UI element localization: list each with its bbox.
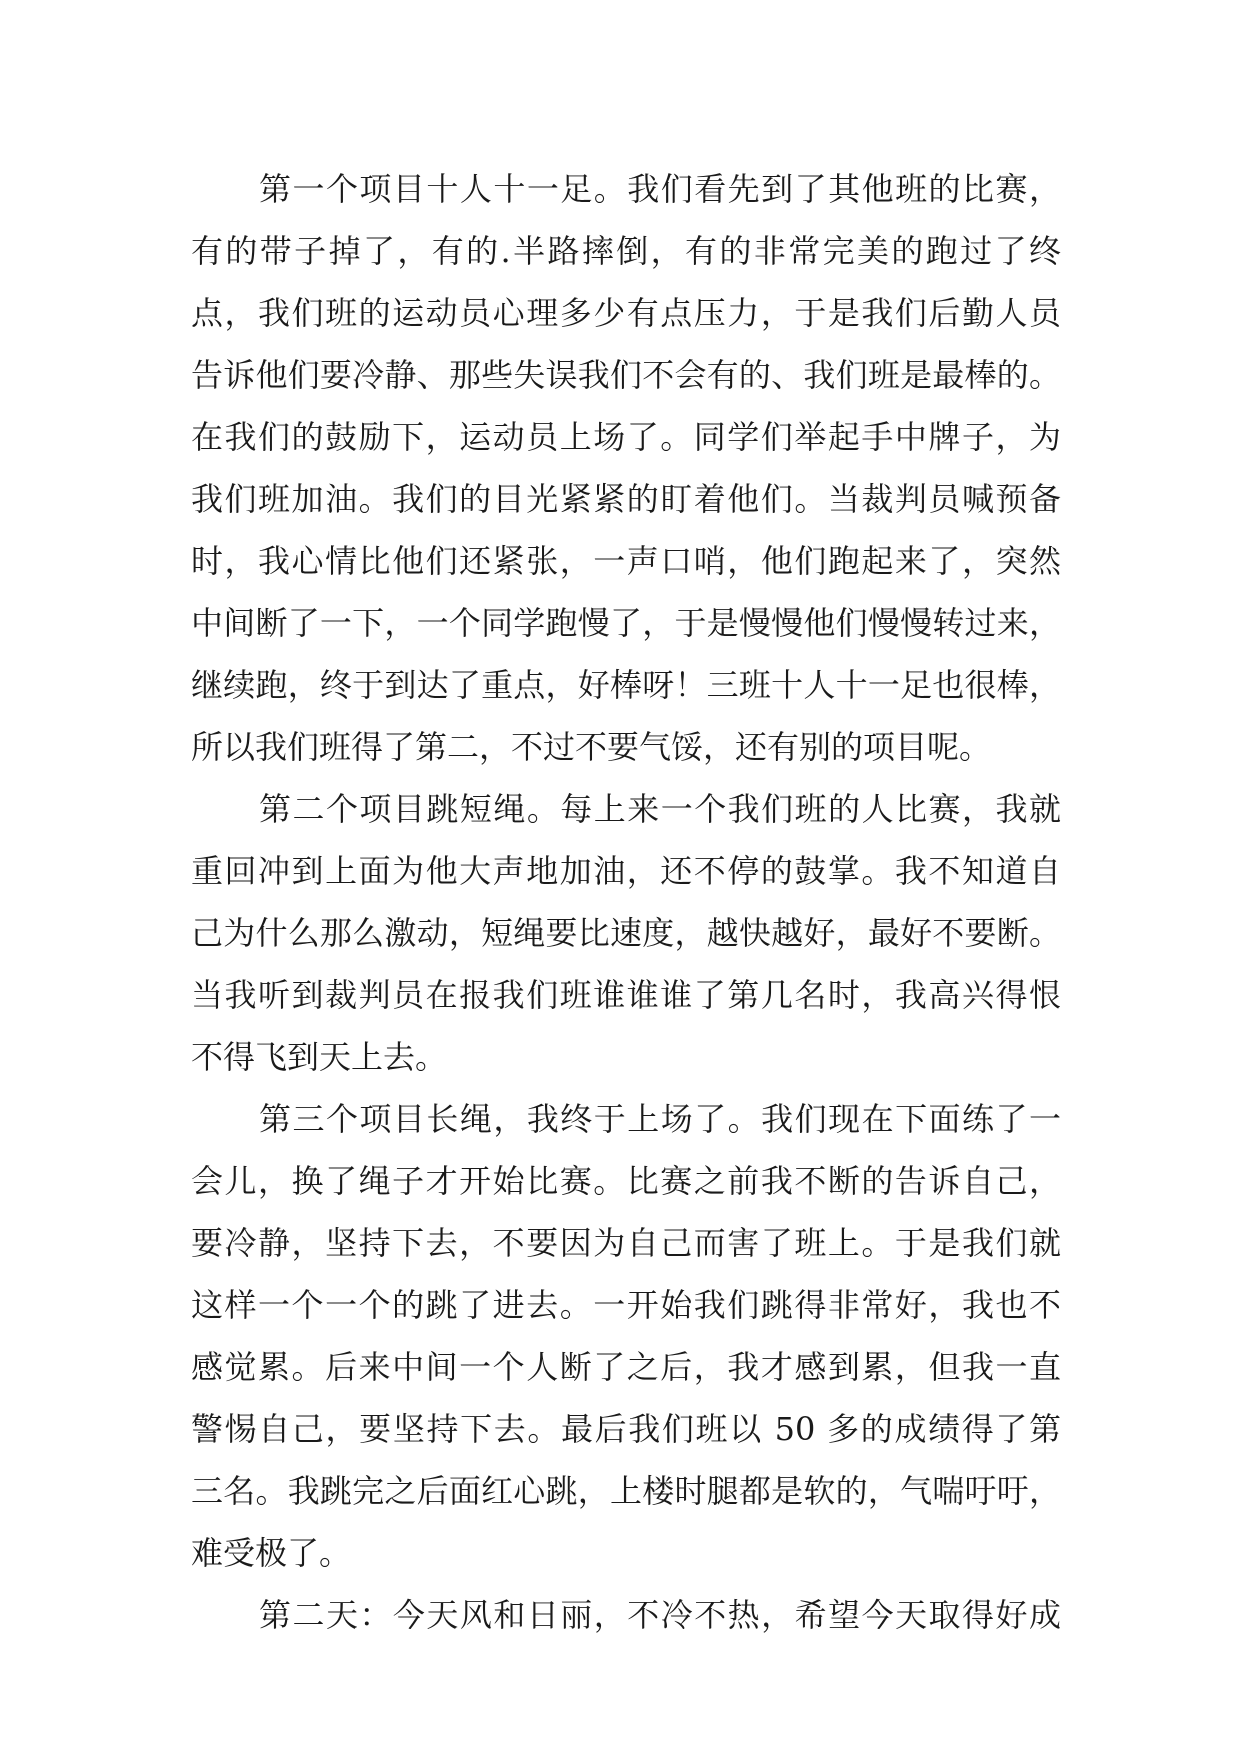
text-line: 要冷静，坚持下去，不要因为自己而害了班上。于是我们就 xyxy=(191,1224,1061,1262)
text-line: 当我听到裁判员在报我们班谁谁谁了第几名时，我高兴得恨 xyxy=(191,976,1061,1014)
text-line: 中间断了一下，一个同学跑慢了，于是慢慢他们慢慢转过来， xyxy=(191,604,1061,642)
text-line: 不得飞到天上去。 xyxy=(191,1038,448,1076)
paragraph-first-line: 第二个项目跳短绳。每上来一个我们班的人比赛，我就 xyxy=(259,790,1061,828)
text-line: 感觉累。后来中间一个人断了之后，我才感到累，但我一直 xyxy=(191,1348,1061,1386)
text-line: 己为什么那么激动，短绳要比速度，越快越好，最好不要断。 xyxy=(191,914,1061,952)
text-line: 点，我们班的运动员心理多少有点压力，于是我们后勤人员 xyxy=(191,294,1061,332)
text-line: 重回冲到上面为他大声地加油，还不停的鼓掌。我不知道自 xyxy=(191,852,1061,890)
text-line: 这样一个一个的跳了进去。一开始我们跳得非常好，我也不 xyxy=(191,1286,1061,1324)
text-line: 我们班加油。我们的目光紧紧的盯着他们。当裁判员喊预备 xyxy=(191,480,1061,518)
document-body xyxy=(191,158,1061,1646)
text-line: 三名。我跳完之后面红心跳，上楼时腿都是软的，气喘吁吁， xyxy=(191,1472,1061,1510)
paragraph-first-line: 第三个项目长绳，我终于上场了。我们现在下面练了一 xyxy=(259,1100,1061,1138)
text-line: 有的带子掉了，有的.半路摔倒，有的非常完美的跑过了终 xyxy=(191,232,1061,270)
paragraph-first-line: 第一个项目十人十一足。我们看先到了其他班的比赛， xyxy=(259,170,1061,208)
paragraph-first-line: 第二天：今天风和日丽，不冷不热，希望今天取得好成 xyxy=(259,1596,1061,1634)
text-line: 难受极了。 xyxy=(191,1534,352,1572)
text-line: 在我们的鼓励下，运动员上场了。同学们举起手中牌子，为 xyxy=(191,418,1061,456)
text-line: 所以我们班得了第二，不过不要气馁，还有别的项目呢。 xyxy=(191,728,992,766)
text-line: 继续跑，终于到达了重点，好棒呀！三班十人十一足也很棒， xyxy=(191,666,1061,704)
text-line: 告诉他们要冷静、那些失误我们不会有的、我们班是最棒的。 xyxy=(191,356,1061,394)
text-line: 警惕自己，要坚持下去。最后我们班以 50 多的成绩得了第 xyxy=(191,1410,1061,1448)
text-line: 会儿，换了绳子才开始比赛。比赛之前我不断的告诉自己， xyxy=(191,1162,1061,1200)
text-line: 时，我心情比他们还紧张，一声口哨，他们跑起来了，突然 xyxy=(191,542,1061,580)
